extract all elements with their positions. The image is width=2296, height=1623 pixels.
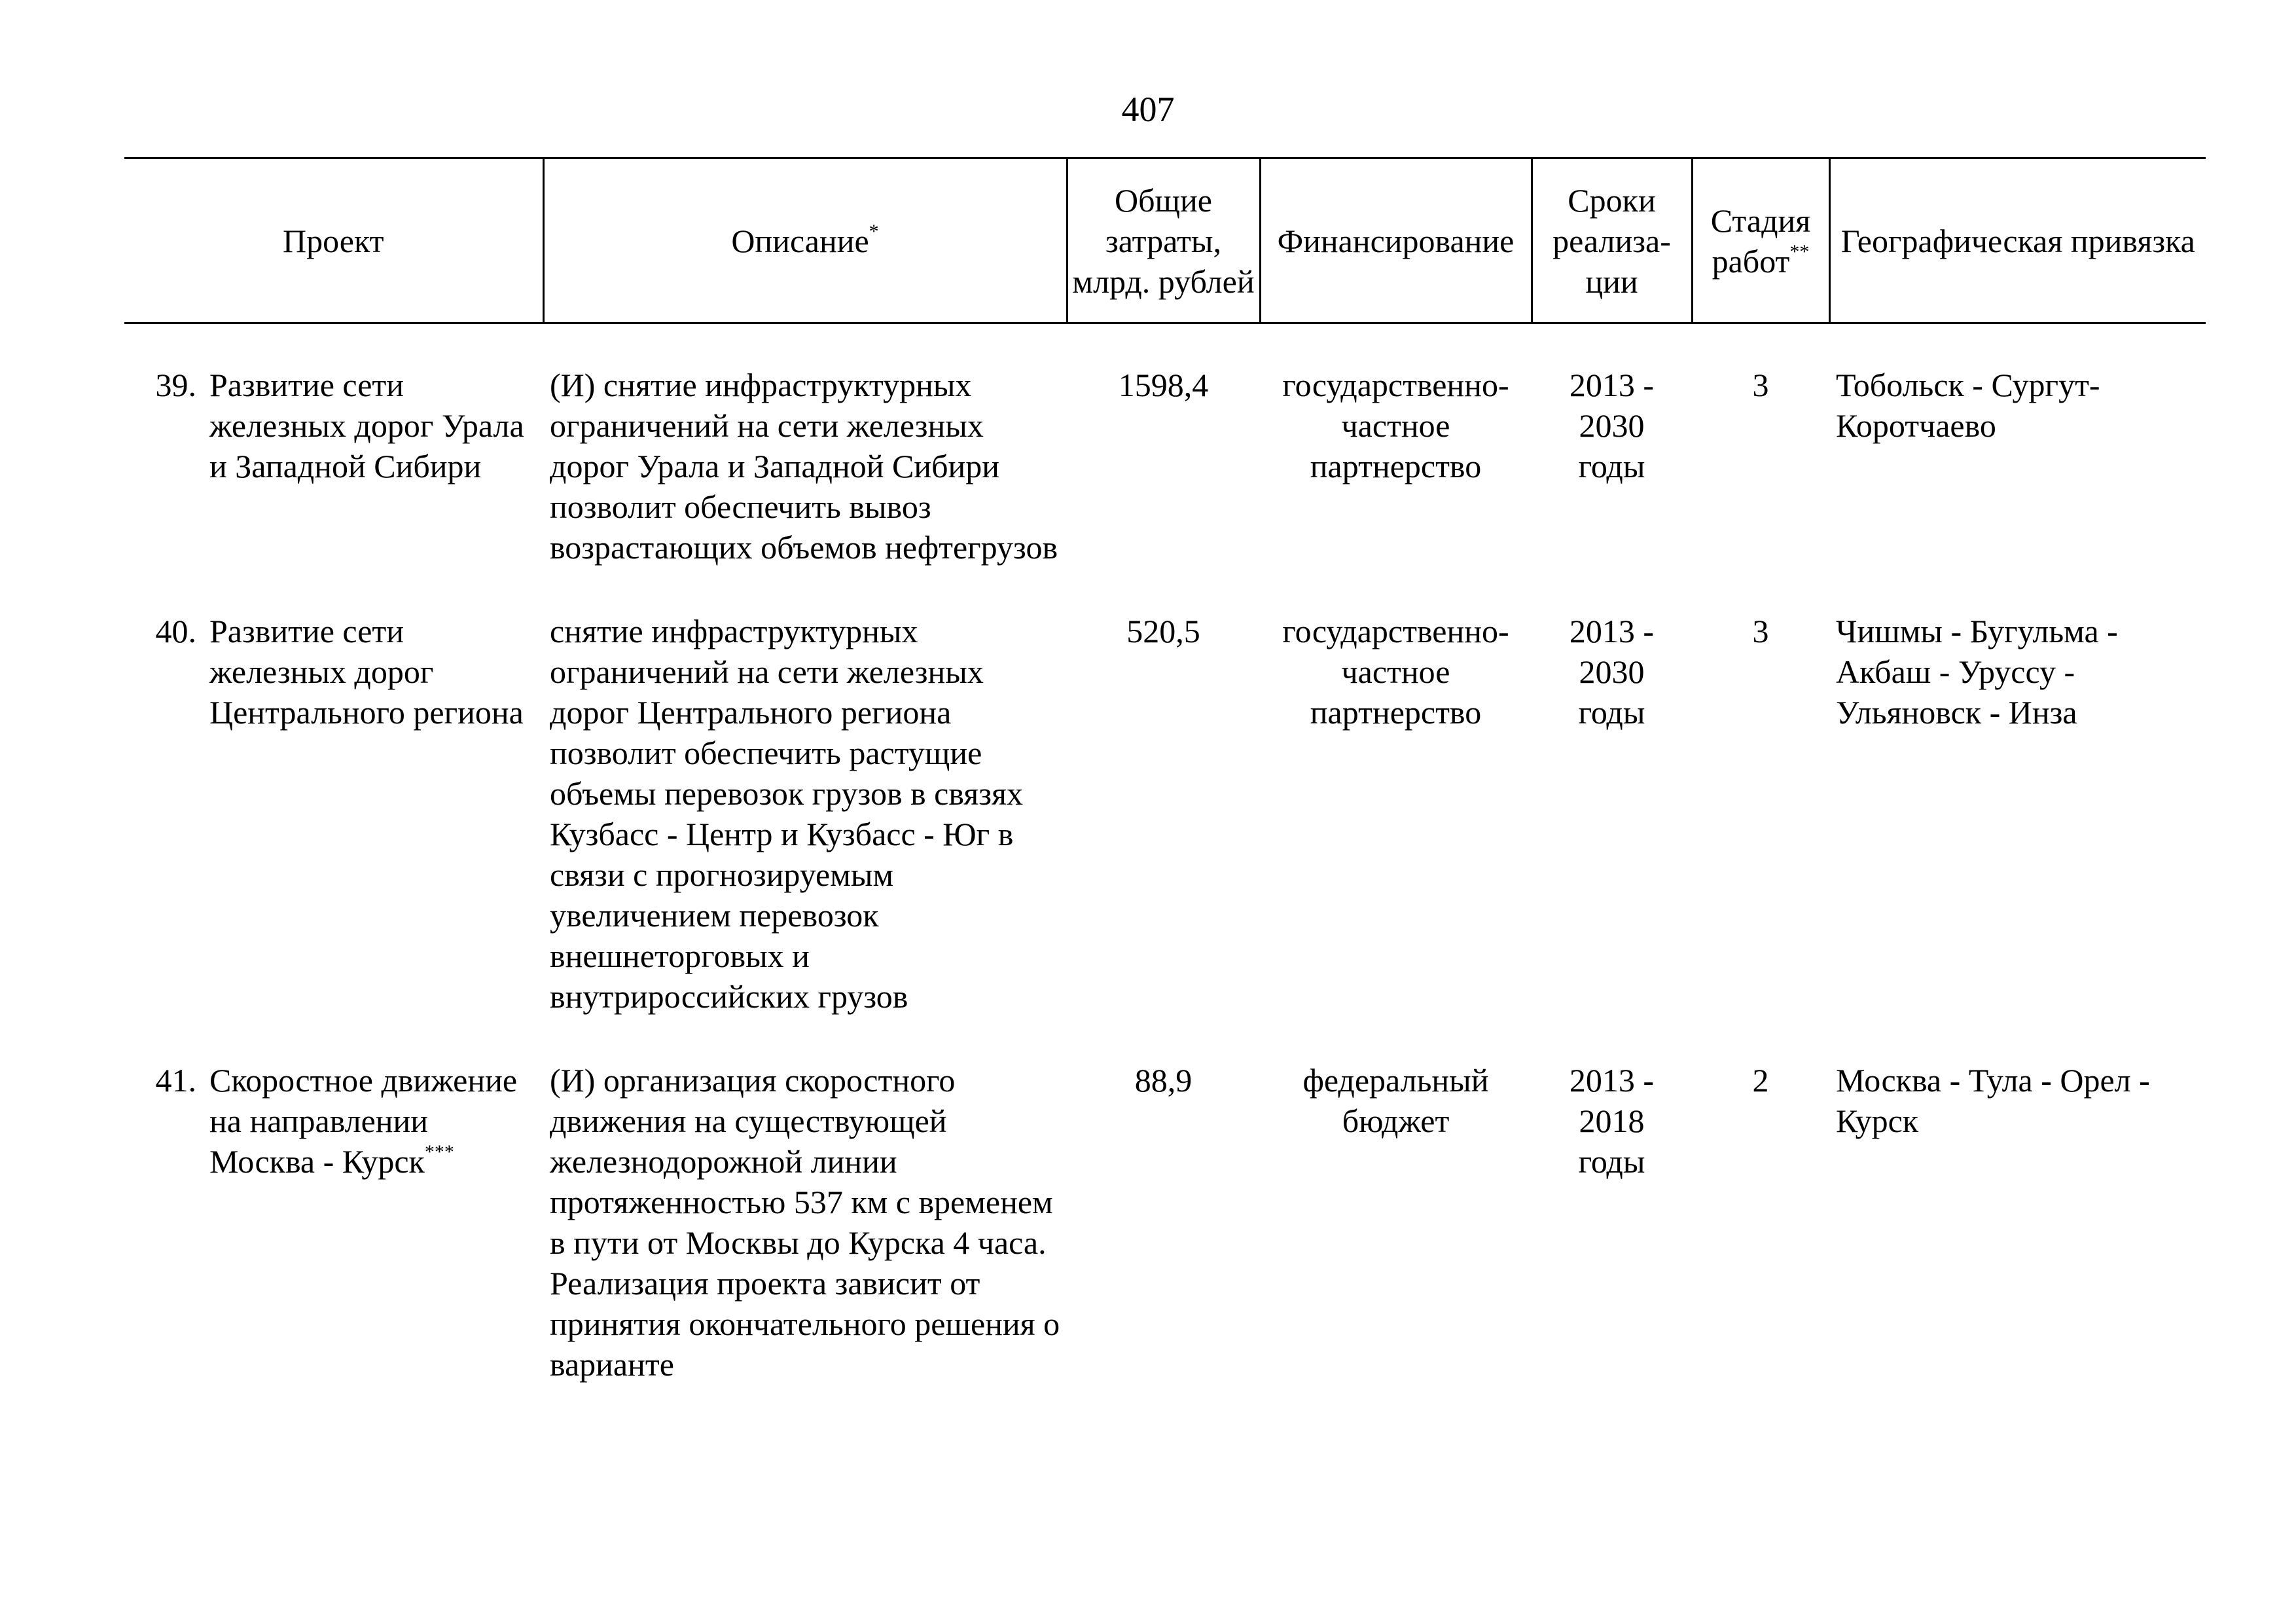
cost-cell: 520,5 xyxy=(1126,613,1200,649)
stage-cell: 2 xyxy=(1752,1062,1769,1099)
row-number: 39. xyxy=(155,367,196,403)
cost-cell: 1598,4 xyxy=(1118,367,1209,403)
footnote-mark: ** xyxy=(1789,240,1810,263)
page-number: 407 xyxy=(1121,90,1175,129)
project-cell xyxy=(124,323,543,581)
geo-cell: Чишмы - Бугульма - Акбаш - Уруссу - Ульяновск - Инза xyxy=(1836,613,2118,731)
header-stage: Стадия работ** xyxy=(1692,158,1829,323)
financing-cell: государственно- частное партнерство xyxy=(1282,367,1509,484)
footnote-mark: *** xyxy=(424,1141,454,1163)
header-geo: Географическая привязка xyxy=(1829,158,2206,323)
financing-cell: федеральный бюджет xyxy=(1302,1062,1489,1139)
project-name: Скоростное движение на направлении Москва - Курск*** xyxy=(209,1062,518,1180)
header-financing: Финансирование xyxy=(1260,158,1532,323)
terms-cell: 2013 - 2018 годы xyxy=(1569,1062,1655,1180)
description-cell: снятие инфраструктурных ограничений на сети железных дорог Центрального региона позволит обеспечить растущие объемы перевозок грузов в связях Кузбасс - Центр и Кузбасс - Юг в связи с прогнозируемым увеличением перевозок внешнеторговых и внутрироссийских грузов xyxy=(550,613,1024,1015)
terms-cell: 2013 - 2030 годы xyxy=(1569,367,1655,484)
header-project: Проект xyxy=(124,158,543,323)
terms-cell: 2013 - 2030 годы xyxy=(1569,613,1655,731)
project-cell xyxy=(124,581,543,1030)
header-description: Описание* xyxy=(543,158,1067,323)
geo-cell: Тобольск - Сургут- Коротчаево xyxy=(1836,367,2100,444)
projects-table xyxy=(124,157,2206,1398)
row-number: 41. xyxy=(155,1062,196,1099)
financing-cell: государственно- частное партнерство xyxy=(1282,613,1509,731)
table-header-row xyxy=(124,158,2206,323)
header-cost: Общие затраты, млрд. рублей xyxy=(1067,158,1260,323)
table-row xyxy=(124,581,2206,1030)
cost-cell: 88,9 xyxy=(1134,1062,1193,1099)
description-cell: (И) организация скоростного движения на существующей железнодорожной линии протяженностью 537 км с временем в пути от Москвы до Курска 4 часа. Реализация проекта зависит от принятия окончательного решения о варианте xyxy=(550,1062,1060,1383)
stage-cell: 3 xyxy=(1752,367,1769,403)
stage-cell: 3 xyxy=(1752,613,1769,649)
header-terms: Сроки реализа-ции xyxy=(1532,158,1692,323)
row-number: 40. xyxy=(155,613,196,649)
project-cell xyxy=(124,1030,543,1398)
table-row xyxy=(124,323,2206,581)
footnote-mark: * xyxy=(869,220,879,242)
geo-cell: Москва - Тула - Орел - Курск xyxy=(1836,1062,2150,1139)
description-cell: (И) снятие инфраструктурных ограничений на сети железных дорог Урала и Западной Сибири позволит обеспечить вывоз возрастающих объемов нефтегрузов xyxy=(550,367,1058,566)
project-name: Развитие сети железных дорог Центрального региона xyxy=(209,613,524,731)
table-row xyxy=(124,1030,2206,1398)
project-name: Развитие сети железных дорог Урала и Западной Сибири xyxy=(209,367,524,484)
